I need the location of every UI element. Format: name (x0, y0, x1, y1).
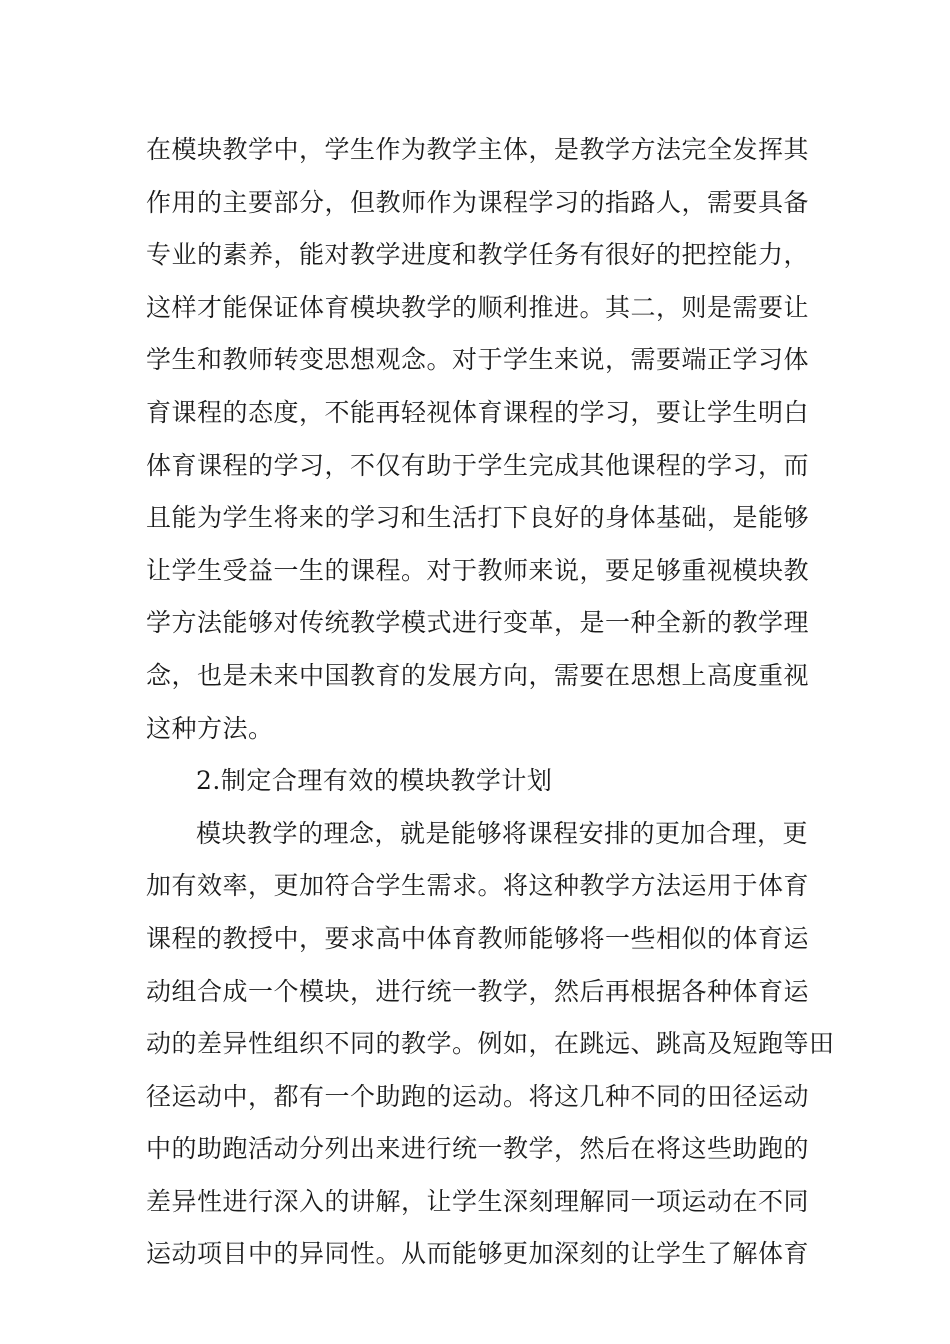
paragraph-first-line: 模块教学的理念，就是能够将课程安排的更加合理，更 (196, 818, 809, 848)
text-line: 体育课程的学习，不仅有助于学生完成其他课程的学习，而 (146, 450, 810, 480)
text-line: 在模块教学中，学生作为教学主体，是教学方法完全发挥其 (146, 135, 810, 164)
text-line: 径运动中，都有一个助跑的运动。将这几种不同的田径运动 (146, 1081, 810, 1111)
text-line: 学生和教师转变思想观念。对于学生来说，需要端正学习体 (146, 345, 810, 375)
text-line: 加有效率，更加符合学生需求。将这种教学方法运用于体育 (146, 871, 810, 901)
text-line: 课程的教授中，要求高中体育教师能够将一些相似的体育运 (146, 923, 810, 953)
text-line: 动组合成一个模块，进行统一教学，然后再根据各种体育运 (146, 976, 810, 1006)
body-text (146, 124, 835, 1281)
text-line: 动的差异性组织不同的教学。例如，在跳远、跳高及短跑等田 (146, 1029, 835, 1059)
text-line: 作用的主要部分，但教师作为课程学习的指路人，需要具备 (146, 187, 810, 217)
section-heading: 2.制定合理有效的模块教学计划 (196, 766, 553, 796)
text-line: 运动项目中的异同性。从而能够更加深刻的让学生了解体育 (146, 1239, 810, 1269)
text-line: 专业的素养，能对教学进度和教学任务有很好的把控能力， (146, 240, 810, 270)
text-line: 念，也是未来中国教育的发展方向，需要在思想上高度重视 (146, 660, 810, 690)
text-line: 差异性进行深入的讲解，让学生深刻理解同一项运动在不同 (146, 1186, 810, 1216)
text-line: 且能为学生将来的学习和生活打下良好的身体基础，是能够 (146, 503, 810, 533)
text-line: 这样才能保证体育模块教学的顺利推进。其二，则是需要让 (146, 292, 810, 322)
text-line: 学方法能够对传统教学模式进行变革，是一种全新的教学理 (146, 608, 810, 638)
text-line: 育课程的态度，不能再轻视体育课程的学习，要让学生明白 (146, 397, 810, 427)
text-line: 让学生受益一生的课程。对于教师来说，要足够重视模块教 (146, 555, 810, 585)
text-line: 这种方法。 (146, 713, 274, 743)
text-line: 中的助跑活动分列出来进行统一教学，然后在将这些助跑的 (146, 1134, 810, 1164)
